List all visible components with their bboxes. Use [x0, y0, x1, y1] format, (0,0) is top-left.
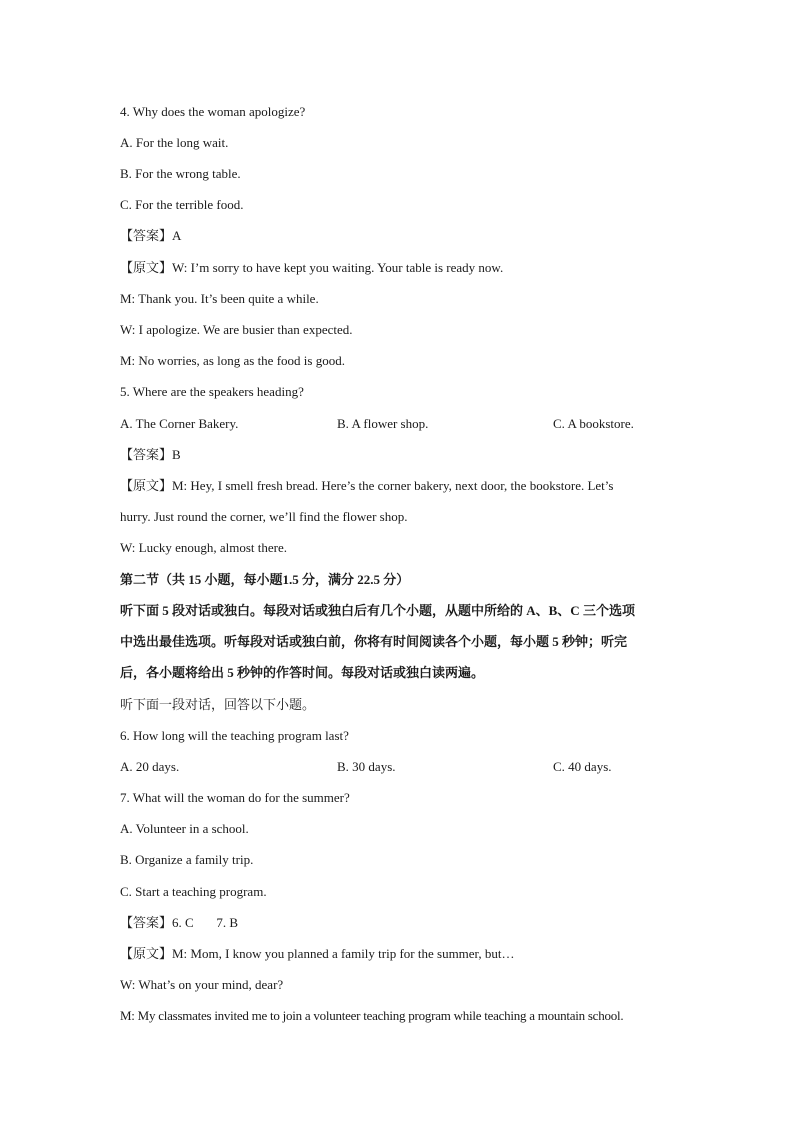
q4-transcript-line: W: I apologize. We are busier than expected.: [120, 322, 353, 337]
q5-option-c: C. A bookstore.: [553, 416, 634, 431]
q6-option-c: C. 40 days.: [553, 759, 612, 774]
q5-transcript-line: 【原文】M: Hey, I smell fresh bread. Here’s the corner bakery, next door, the bookstore. Let’s: [120, 478, 614, 493]
q6-q7-answer: 【答案】6. C 7. B: [120, 915, 239, 930]
q7-transcript-line: W: What’s on your mind, dear?: [120, 977, 284, 992]
q4-question: 4. Why does the woman apologize?: [120, 104, 306, 119]
q5-options: [120, 416, 680, 432]
q7-transcript-line: 【原文】M: Mom, I know you planned a family trip for the summer, but…: [120, 946, 515, 961]
section2-heading: 第二节（共 15 小题，每小题1.5 分，满分 22.5 分）: [120, 572, 410, 587]
q7-option-a: A. Volunteer in a school.: [120, 821, 249, 836]
q4-transcript-line: M: Thank you. It’s been quite a while.: [120, 291, 319, 306]
q6-option-a: A. 20 days.: [120, 759, 180, 774]
q5-option-b: B. A flower shop.: [337, 416, 429, 431]
q4-option-b: B. For the wrong table.: [120, 166, 241, 181]
section2-instructions-line: 听下面 5 段对话或独白。每段对话或独白后有几个小题，从题中所给的 A、B、C 三个选项: [120, 603, 635, 618]
section2-instructions-line: 中选出最佳选项。听每段对话或独白前，你将有时间阅读各个小题，每小题 5 秒钟；听完: [120, 634, 628, 649]
q6-question: 6. How long will the teaching program last?: [120, 728, 349, 743]
q4-transcript-line: 【原文】W: I’m sorry to have kept you waiting. Your table is ready now.: [120, 260, 504, 275]
q4-answer: 【答案】A: [120, 228, 182, 243]
q4-transcript-line: M: No worries, as long as the food is good.: [120, 353, 345, 368]
q7-question: 7. What will the woman do for the summer?: [120, 790, 350, 805]
q7-transcript-line: M: My classmates invited me to join a volunteer teaching program while teaching a mountain school.: [120, 1008, 624, 1023]
section2-instructions-line: 后，各小题将给出 5 秒钟的作答时间。每段对话或独白读两遍。: [120, 665, 485, 680]
q4-option-c: C. For the terrible food.: [120, 197, 244, 212]
q6-options: [120, 759, 680, 775]
q7-option-b: B. Organize a family trip.: [120, 852, 254, 867]
q5-transcript-line: W: Lucky enough, almost there.: [120, 540, 288, 555]
q6-option-b: B. 30 days.: [337, 759, 396, 774]
q7-option-c: C. Start a teaching program.: [120, 884, 267, 899]
q4-option-a: A. For the long wait.: [120, 135, 229, 150]
section2-intro: 听下面一段对话，回答以下小题。: [120, 697, 316, 712]
q5-transcript-line: hurry. Just round the corner, we’ll find the flower shop.: [120, 509, 408, 524]
q5-option-a: A. The Corner Bakery.: [120, 416, 239, 431]
q5-answer: 【答案】B: [120, 447, 181, 462]
q5-question: 5. Where are the speakers heading?: [120, 384, 304, 399]
